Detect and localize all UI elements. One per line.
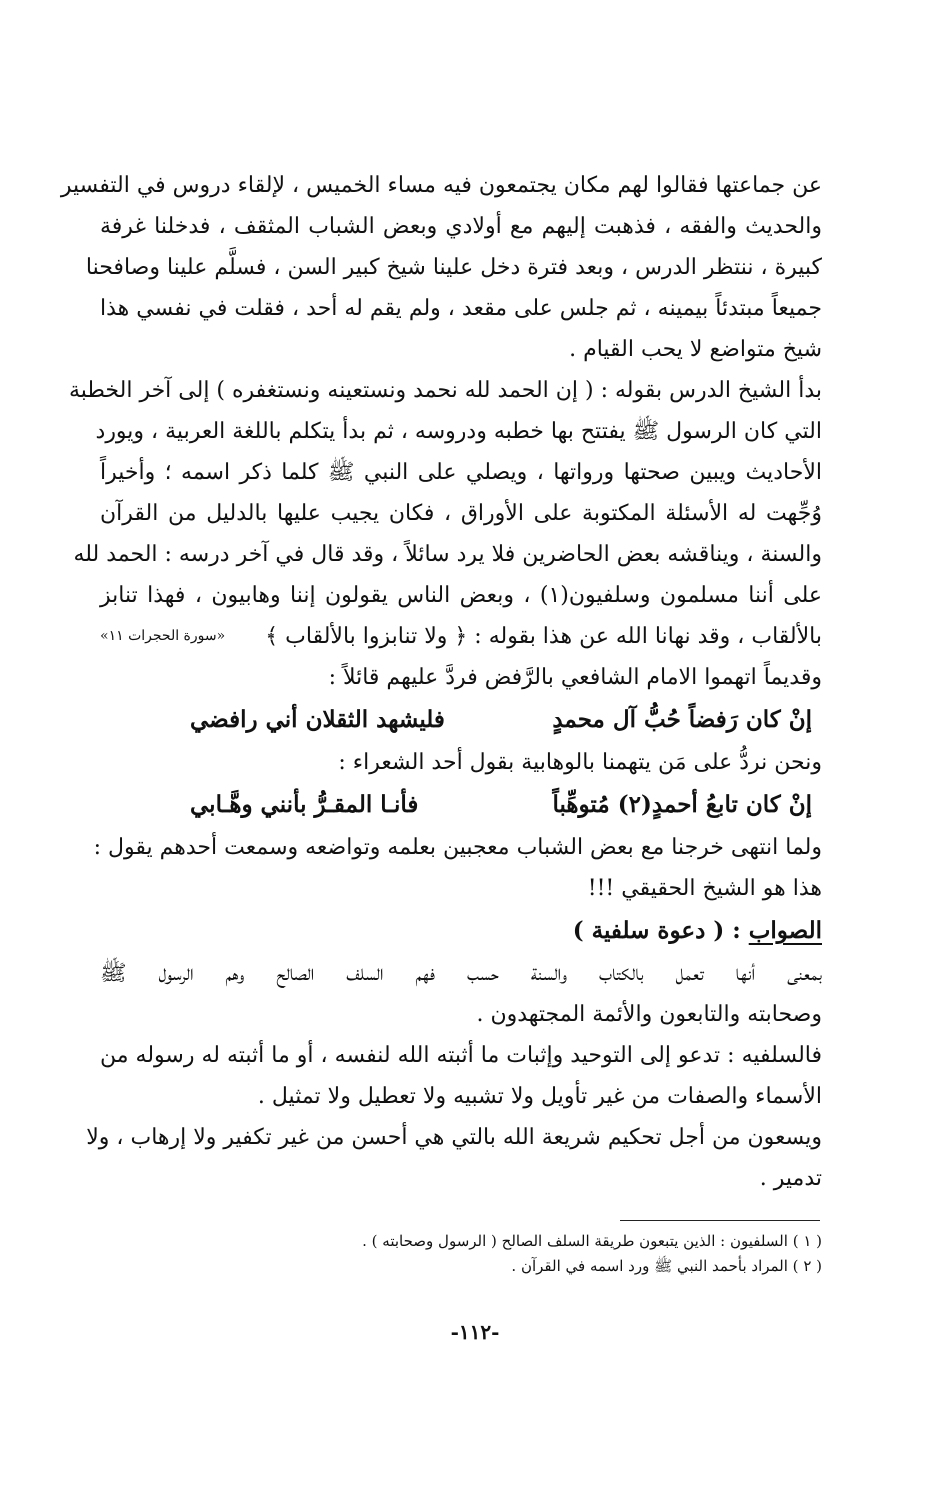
page-number: -١١٢- <box>450 1320 500 1344</box>
page-body <box>60 165 822 1199</box>
body-line: على أننا مسلمون وسلفيون(١) ، وبعض الناس يقولون إننا وهابيون ، فهذا تنابز <box>100 583 822 608</box>
quran-text: بالألقاب ، وقد نهانا الله عن هذا بقوله : ﴿ ولا تنابزوا بالألقاب ﴾ <box>265 624 822 649</box>
body-line: التي كان الرسول ﷺ يفتتح بها خطبه ودروسه ، ثم بدأ يتكلم باللغة العربية ، ويورد <box>95 419 822 444</box>
body-line: والسنة ، ويناقشه بعض الحاضرين فلا يرد سائلاً ، وقد قال في آخر درسه : الحمد لله <box>73 542 822 567</box>
body-line: فالسلفيه : تدعو إلى التوحيد وإثبات ما أثبته الله لنفسه ، أو ما أثبته له رسوله من <box>100 1043 822 1068</box>
footnotes <box>100 1229 822 1279</box>
body-line: ولما انتهى خرجنا مع بعض الشباب معجبين بعلمه وتواضعه وسمعت أحدهم يقول : <box>93 835 822 860</box>
verse-second-hemistich: فأنـا المقـرُّ بأنني وهَّـابي <box>190 791 419 818</box>
shafii-intro-line: وقديماً اتهموا الامام الشافعي بالرَّفض فردَّ عليهم قائلاً : <box>328 665 822 690</box>
body-line: تدمير . <box>759 1166 822 1191</box>
section-heading <box>100 909 822 953</box>
body-line: شيخ متواضع لا يحب القيام . <box>569 337 822 362</box>
footnote-2: ( ٢ ) المراد بأحمد النبي ﷺ ورد اسمه في القرآن . <box>511 1257 822 1275</box>
body-line: هذا هو الشيخ الحقيقي !!! <box>587 876 822 901</box>
body-line: بدأ الشيخ الدرس بقوله : ( إن الحمد لله نحمد ونستعينه ونستغفره ) إلى آخر الخطبة <box>68 378 822 403</box>
body-line: جميعاً مبتدئاً بيمينه ، ثم جلس على مقعد ، ولم يقم له أحد ، فقلت في نفسي هذا <box>100 296 822 321</box>
footnote-divider <box>620 1220 820 1221</box>
body-line: بمعنى أنها تعمل بالكتاب والسنة حسب فهم السلف الصالح وهم الرسول ﷺ <box>100 961 822 986</box>
body-line: وُجِّهت له الأسئلة المكتوبة على الأوراق ، فكان يجيب عليها بالدليل من القرآن <box>100 501 822 526</box>
body-line: ويسعون من أجل تحكيم شريعة الله بالتي هي أحسن من غير تكفير ولا إرهاب ، ولا <box>86 1125 822 1150</box>
poetry-verse-2 <box>100 783 822 827</box>
body-line: الأسماء والصفات من غير تأويل ولا تشبيه ولا تعطيل ولا تمثيل . <box>257 1084 822 1109</box>
footnote-1: ( ١ ) السلفيون : الذين يتبعون طريقة السلف الصالح ( الرسول وصحابته ) . <box>362 1232 822 1250</box>
quran-reference: «سورة الحجرات ١١» <box>100 628 226 644</box>
body-line: كبيرة ، ننتظر الدرس ، وبعد فترة دخل علينا شيخ كبير السن ، فسلَّم علينا وصافحنا <box>85 255 822 280</box>
poet-intro-line: ونحن نردُّ على مَن يتهمنا بالوهابية بقول أحد الشعراء : <box>338 750 822 775</box>
body-line: والحديث والفقه ، فذهبت إليهم مع أولادي وبعض الشباب المثقف ، فدخلنا غرفة <box>100 214 822 239</box>
heading-text: : ( دعوة سلفية ) <box>572 917 741 944</box>
heading-label: الصواب <box>748 917 822 944</box>
quran-line <box>100 616 822 657</box>
body-line: الأحاديث ويبين صحتها ورواتها ، ويصلي على النبي ﷺ كلما ذكر اسمه ؛ وأخيراً <box>100 460 822 485</box>
verse-second-hemistich: فليشهد الثقلان أني رافضي <box>190 706 445 733</box>
body-line: عن جماعتها فقالوا لهم مكان يجتمعون فيه مساء الخميس ، لإلقاء دروس في التفسير <box>60 173 822 198</box>
verse-first-hemistich: إنْ كان تابعُ أحمدٍ(٢) مُتوهِّباً <box>552 791 812 818</box>
body-line: وصحابته والتابعون والأئمة المجتهدون . <box>476 1002 822 1027</box>
verse-first-hemistich: إنْ كان رَفضاً حُبُّ آل محمدٍ <box>552 706 812 733</box>
poetry-verse-1 <box>100 698 822 742</box>
